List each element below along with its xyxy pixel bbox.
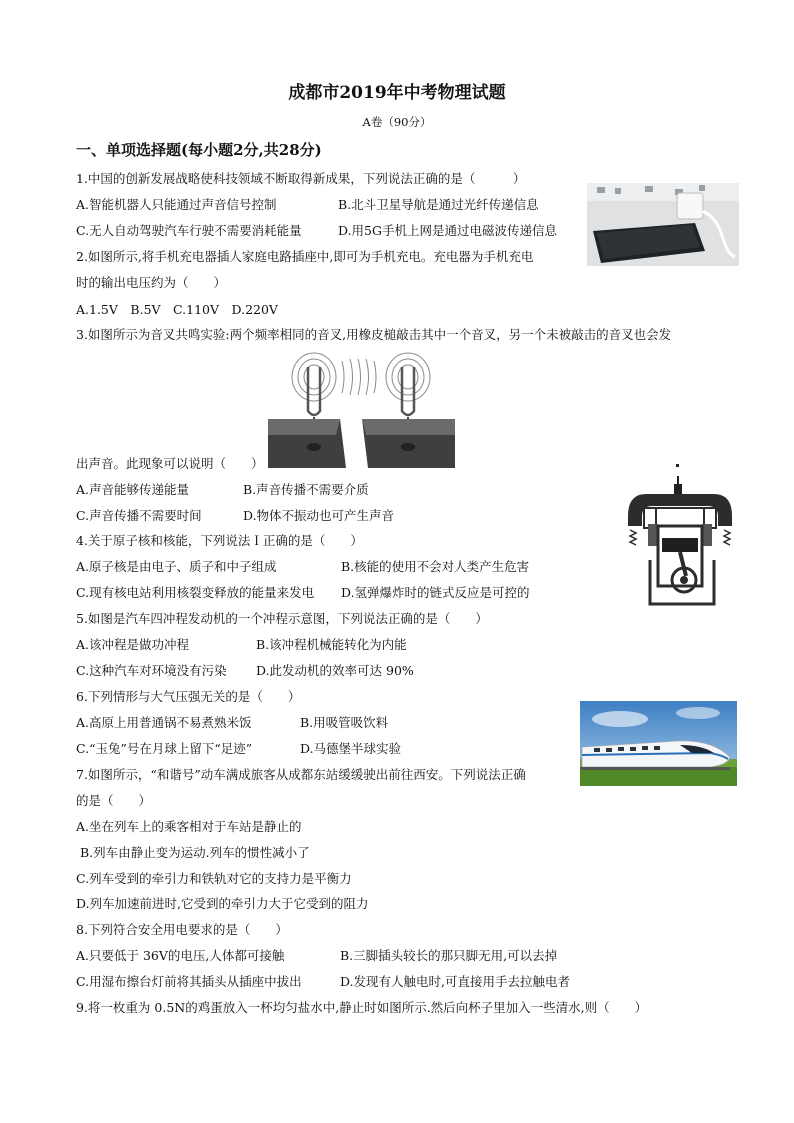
q4-stem: 4.关于原子核和核能，下列说法Ｉ正确的是（ ） [76,533,363,548]
q1-stem: 1.中国的创新发展战略使科技领域不断取得新成果，下列说法正确的是（ ） [76,171,526,186]
page-title: 成都市2019年中考物理试题 [288,83,506,103]
q8-option-d: D.发现有人触电时,可直接用手去拉触电者 [340,974,571,989]
q8-option-b: B.三脚插头较长的那只脚无用,可以去掉 [340,948,558,963]
q3-stem-line1: 3.如图所示为音叉共鸣实验:两个频率相同的音叉,用橡皮槌敲击其中一个音叉，另一个未被敲击的音叉也会发 [76,327,672,342]
q3-option-c: C.声音传播不需要时间 [76,508,202,523]
q8-option-c: C.用湿布擦台灯前将其插头从插座中拔出 [76,974,302,989]
q7-option-d: D.列车加速前进时,它受到的牵引力大于它受到的阻力 [76,896,369,911]
q6-option-c: C.“玉兔”号在月球上留下“足迹” [76,741,253,756]
q7-stem-line2: 的是（ ） [76,793,152,808]
high-speed-train-photo [580,701,737,786]
phone-charger-photo [587,183,739,266]
q5-option-b: B.该冲程机械能转化为内能 [256,637,407,652]
q6-stem: 6.下列情形与大气压强无关的是（ ） [76,689,301,704]
q2-stem-line2: 时的输出电压约为（ ） [76,275,227,290]
q7-option-b: B.列车由静止变为运动.列车的惯性减小了 [80,845,310,860]
q6-option-d: D.马德堡半球实验 [300,741,402,756]
q3-option-a: A.声音能够传递能量 [76,482,190,497]
page-subtitle: A卷（90分） [362,115,432,129]
q5-option-c: C.这种汽车对环境没有污染 [76,663,227,678]
q5-option-a: A.该冲程是做功冲程 [76,637,190,652]
q7-stem-line1: 7.如图所示，“和谐号”动车满成旅客从成都东站缓缓驶出前往西安。下列说法正确 [76,767,526,782]
q1-option-d: D.用5G手机上网是通过电磁波传递信息 [338,223,557,238]
q8-stem: 8.下列符合安全用电要求的是（ ） [76,922,288,937]
tuning-fork-resonance-figure [268,349,455,468]
q5-option-d: D.此发动机的效率可达 90% [256,663,414,678]
section-heading: 一、单项选择题(每小题2分,共28分) [76,141,322,159]
q1-option-c: C.无人自动驾驶汽车行驶不需要消耗能量 [76,223,302,238]
q7-option-a: A.坐在列车上的乘客相对于车站是静止的 [76,819,302,834]
q4-option-c: C.现有核电站利用核裂变释放的能量来发电 [76,585,315,600]
q4-option-d: D.氢弹爆炸时的链式反应是可控的 [341,585,530,600]
q1-option-a: A.智能机器人只能通过声音信号控制 [76,197,277,212]
q8-option-a: A.只要低于 36V的电压,人体都可接触 [76,948,285,963]
q7-option-c: C.列车受到的牵引力和铁轨对它的支持力是平衡力 [76,871,352,886]
q3-stem-line2: 出声音。此现象可以说明（ ） [76,456,264,471]
q4-option-b: B.核能的使用不会对人类产生危害 [341,559,530,574]
q3-option-b: B.声音传播不需要介质 [243,482,369,497]
q4-option-a: A.原子核是由电子、质子和中子组成 [76,559,277,574]
q9-stem: 9.将一枚重为 0.5N的鸡蛋放入一杯均匀盐水中,静止时如图所示.然后向杯子里加入一些清水,则（ ） [76,1000,648,1015]
q5-stem: 5.如图是汽车四冲程发动机的一个冲程示意图，下列说法正确的是（ ） [76,611,488,626]
four-stroke-engine-diagram [622,464,737,607]
q1-option-b: B.北斗卫星导航是通过光纤传递信息 [338,197,539,212]
q3-option-d: D.物体不振动也可产生声音 [243,508,395,523]
q2-stem-line1: 2.如图所示,将手机充电器插人家庭电路插座中,即可为手机充电。充电器为手机充电 [76,249,534,264]
q6-option-b: B.用吸管吸饮料 [300,715,389,730]
q6-option-a: A.高原上用普通锅不易煮熟米饭 [76,715,252,730]
q2-options: A.1.5V B.5V C.110V D.220V [76,302,278,317]
